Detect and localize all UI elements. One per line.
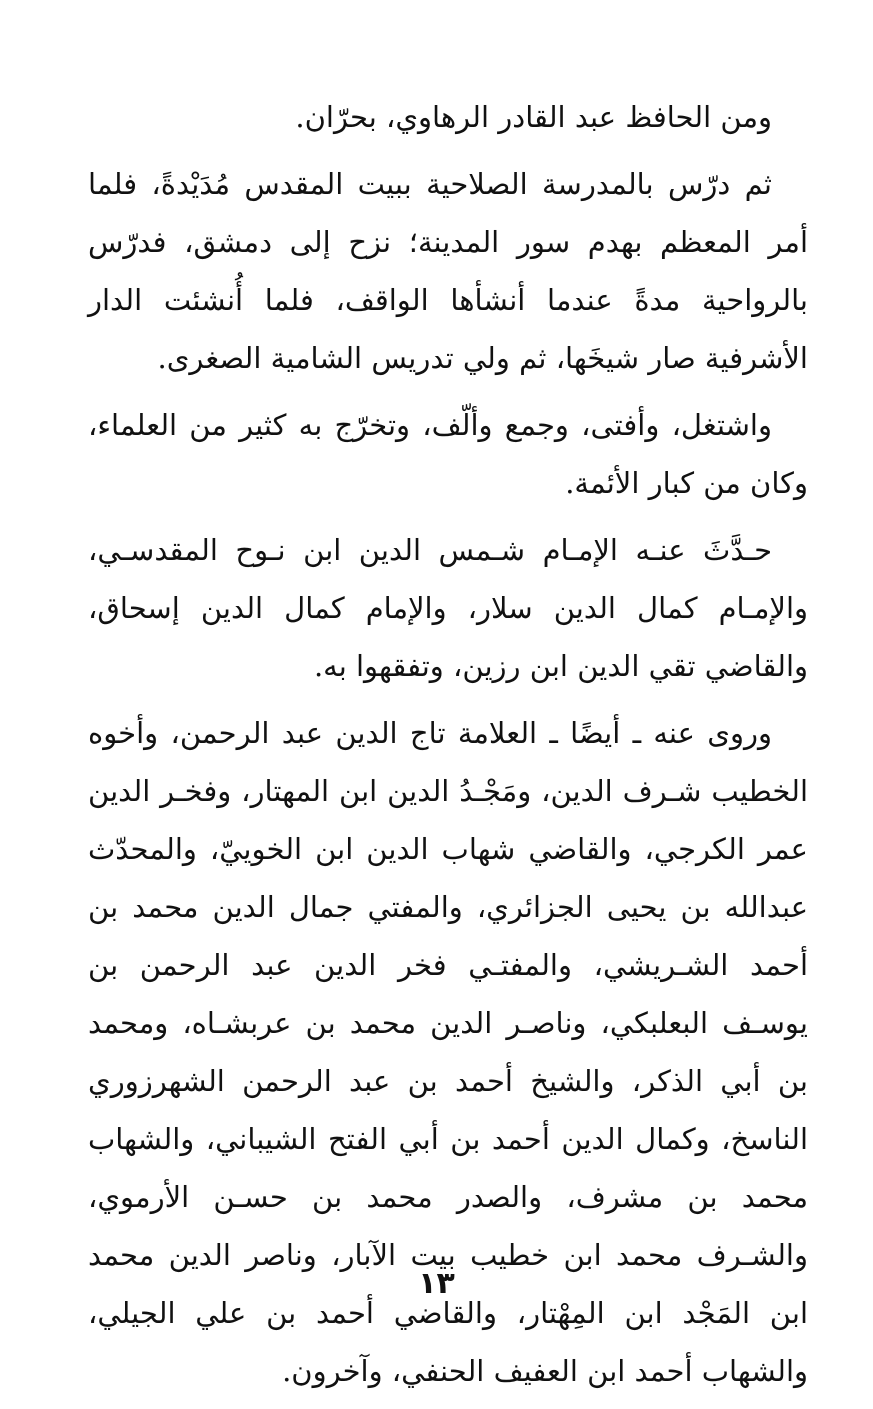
paragraph-1: ومن الحافظ عبد القادر الرهاوي، بحرّان. (295, 100, 772, 134)
paragraph-5: وروى عنه ـ أيضًا ـ العلامة تاج الدين عبد الرحمن، وأخوه الخطيب شـرف الدين، ومَجْـدُ الدين ابن المهتار، وفخـر الدين عمر الكرجي، والقاضي شهاب الدين ابن الخوييّ، والمحدّث عبدالله بن يحيى الجزائري، والمفتي جمال الدين محمد بن أحمد الشـريشي، والمفتـي فخر الدين عبد الرحمن بن يوسـف البعلبكي، وناصـر الدين محمد بن عربشـاه، ومحمد بن أبي الذكر، والشيخ أحمد بن عبد الرحمن الشهرزوري الناسخ، وكمال الدين أحمد بن أبي الفتح الشيباني، والشهاب محمد بن مشرف، والصدر محمد بن حسـن الأرموي، والشـرف محمد ابن خطيب بيت الآبار، وناصر الدين محمد ابن المَجْد ابن المِهْتار، والقاضي أحمد بن علي الجيلي، والشهاب أحمد ابن العفيف الحنفي، وآخرون. (88, 716, 808, 1388)
body-text (88, 88, 808, 1409)
paragraph-2: ثم درّس بالمدرسة الصلاحية ببيت المقدس مُدَيْدةً، فلما أمر المعظم بهدم سور المدينة؛ نزح إلى دمشق، فدرّس بالرواحية مدةً عندما أنشأها الواقف، فلما أُنشئت الدار الأشرفية صار شيخَها، ثم ولي تدريس الشامية الصغرى. (88, 167, 808, 375)
paragraph-3: واشتغل، وأفتى، وجمع وألّف، وتخرّج به كثير من العلماء، وكان من كبار الأئمة. (88, 408, 808, 500)
paragraph-4: حـدَّثَ عنـه الإمـام شـمس الدين ابن نـوح المقدسـي، والإمـام كمال الدين سلار، والإمام كمال الدين إسحاق، والقاضي تقي الدين ابن رزين، وتفقهوا به. (88, 533, 808, 683)
page-number: ١٣ (418, 1266, 455, 1301)
